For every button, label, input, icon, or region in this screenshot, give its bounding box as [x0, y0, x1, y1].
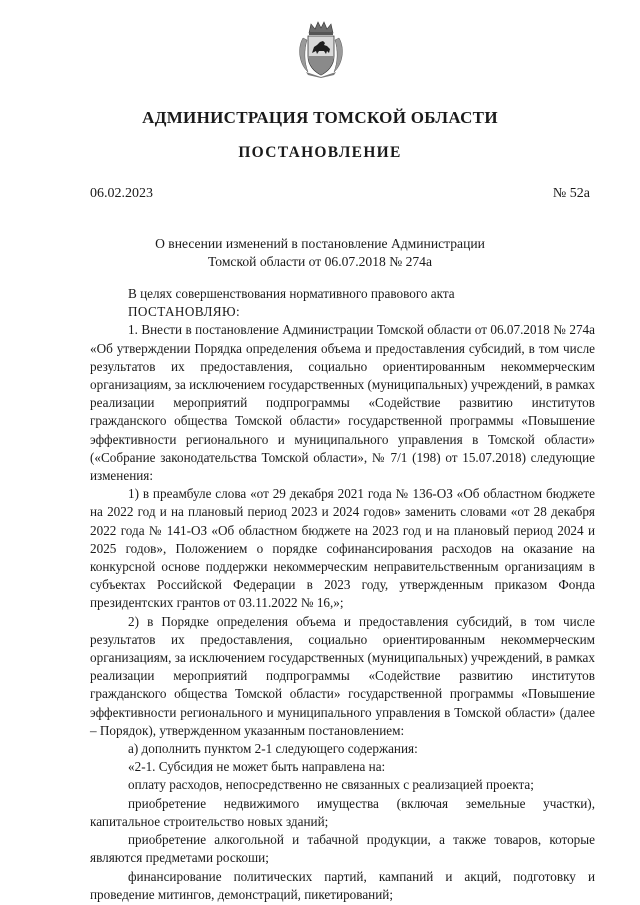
body-paragraph: 1) в преамбуле слова «от 29 декабря 2021 года № 136-ОЗ «Об областном бюджете на 2022 год и на плановый период 2023 и 2024 годов» заменить словами «от 28 декабря 2022 года № 141-ОЗ «Об областном бюджете на 2023 год и на плановый период 2024 и 2025 годов», Положением о порядке софинансирования расходов на оказание на конкурсной основе поддержки некоммерческим неправительственным организациям в субъектах Российской Федерации в 2023 году, утвержденным приказом Фонда президентских грантов от 03.11.2022 № 16,»;: [90, 486, 595, 611]
resolution-keyword: ПОСТАНОВЛЯЮ:: [128, 304, 241, 320]
body-paragraph: 1. Внести в постановление Администрации Томской области от 06.07.2018 № 274а «Об утверждении Порядка определения объема и предоставления субсидий, в том числе результатов их предоставления, социально ориентированным некоммерческим организациям, за исключением государственных (муниципальных) учреждений, в рамках реализации мероприятий подпрограммы «Содействие развитию институтов гражданского общества Томской области» государственной программы «Повышение эффективности регионального и муниципального управления в Томской области» («Собрание законодательства Томской области», № 7/1 (198) от 15.07.2018) следующие изменения:: [90, 322, 595, 484]
document-number: № 52а: [552, 186, 590, 201]
body-paragraph: «2-1. Субсидия не может быть направлена на:: [128, 759, 386, 775]
document-type: ПОСТАНОВЛЕНИЕ: [238, 144, 402, 161]
body-paragraph: приобретение недвижимого имущества (включая земельные участки), капитальное строительство новых зданий;: [90, 795, 595, 829]
body-paragraph: 2) в Порядке определения объема и предоставления субсидий, в том числе результатов их предоставления, социально ориентированным некоммерческим организациям, за исключением государственных (муниципальных) учреждений, в рамках реализации мероприятий подпрограммы «Содействие развитию институтов гражданского общества Томской области» государственной программы «Повышение эффективности регионального и муниципального управления в Томской области» (далее – Порядок), утвержденном указанным постановлением:: [90, 613, 595, 738]
document-date: 06.02.2023: [90, 186, 153, 201]
body-paragraph: а) дополнить пунктом 2-1 следующего содержания:: [128, 741, 418, 757]
document-subject: [0, 235, 640, 271]
body-paragraph: приобретение алкогольной и табачной продукции, а также товаров, которые являются предметами роскоши;: [90, 832, 595, 866]
organization-title: АДМИНИСТРАЦИЯ ТОМСКОЙ ОБЛАСТИ: [142, 108, 498, 127]
document-body: [90, 285, 595, 904]
preamble-paragraph: В целях совершенствования нормативного правового акта: [128, 286, 455, 301]
body-paragraph: финансирование политических партий, кампаний и акций, подготовку и проведение митингов, демонстраций, пикетирований;: [90, 868, 595, 902]
subject-line: Томской области от 06.07.2018 № 274а: [208, 254, 432, 269]
subject-line: О внесении изменений в постановление Администрации: [155, 236, 485, 251]
coat-of-arms-icon: [296, 20, 346, 78]
body-paragraph: оплату расходов, непосредственно не связанных с реализацией проекта;: [128, 777, 534, 793]
